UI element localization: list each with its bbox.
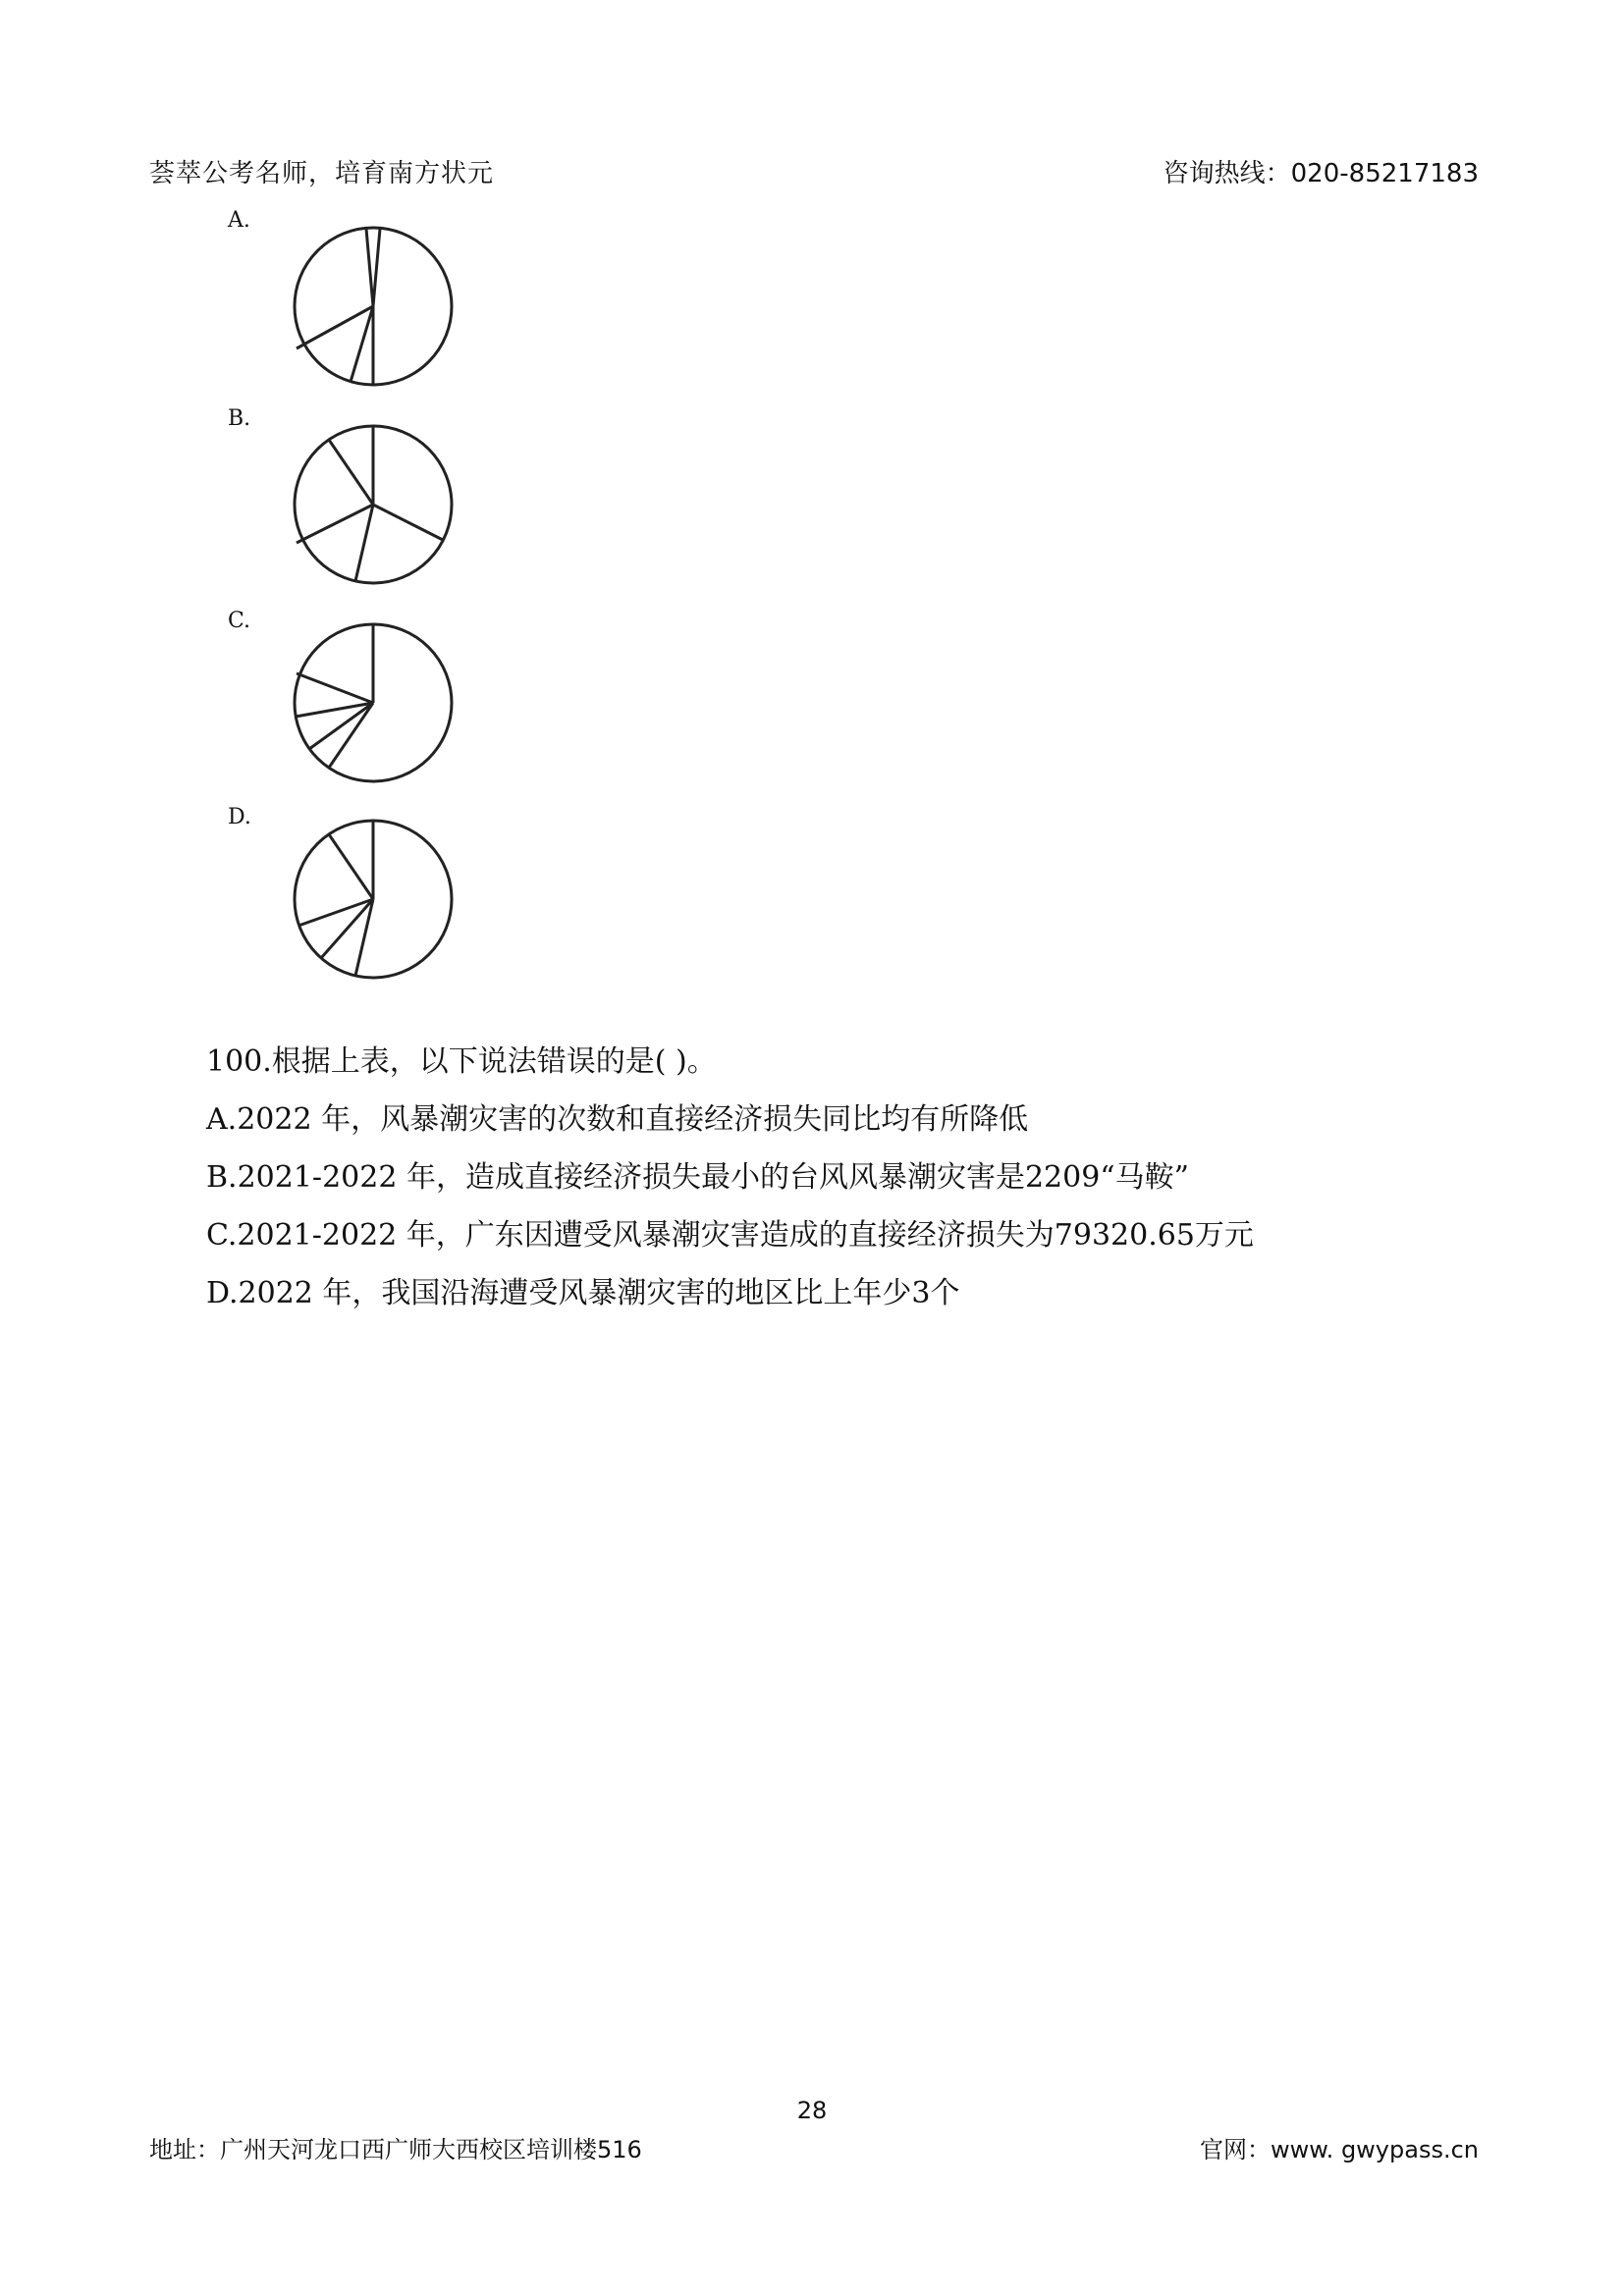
- footer-address: 地址：广州天河龙口西广师大西校区培训楼516: [149, 2136, 642, 2163]
- option-a-pie-icon: [285, 218, 461, 399]
- choice-c: C.2021-2022 年，广东因遭受风暴潮灾害造成的直接经济损失为79320.65万元: [206, 1218, 1254, 1253]
- page-number: 28: [796, 2097, 828, 2124]
- option-c-label: C.: [228, 609, 251, 633]
- option-b-label: B.: [228, 406, 251, 431]
- header-hotline: 咨询热线：020-85217183: [1163, 159, 1479, 188]
- footer-website: 官网：www. gwypass.cn: [1200, 2136, 1479, 2163]
- choice-a: A.2022 年，风暴潮灾害的次数和直接经济损失同比均有所降低: [206, 1102, 1029, 1137]
- choice-d: D.2022 年，我国沿海遭受风暴潮灾害的地区比上年少3个: [206, 1276, 960, 1310]
- option-d-label: D.: [228, 805, 251, 829]
- option-a-label: A.: [228, 208, 250, 233]
- option-d-pie-icon: [285, 811, 461, 991]
- question-stem: 100.根据上表，以下说法错误的是( )。: [206, 1044, 717, 1079]
- choice-b: B.2021-2022 年，造成直接经济损失最小的台风风暴潮灾害是2209“马鞍”: [206, 1160, 1189, 1195]
- header-slogan: 荟萃公考名师，培育南方状元: [149, 159, 495, 188]
- option-c-pie-icon: [285, 614, 461, 795]
- option-b-pie-icon: [285, 416, 461, 597]
